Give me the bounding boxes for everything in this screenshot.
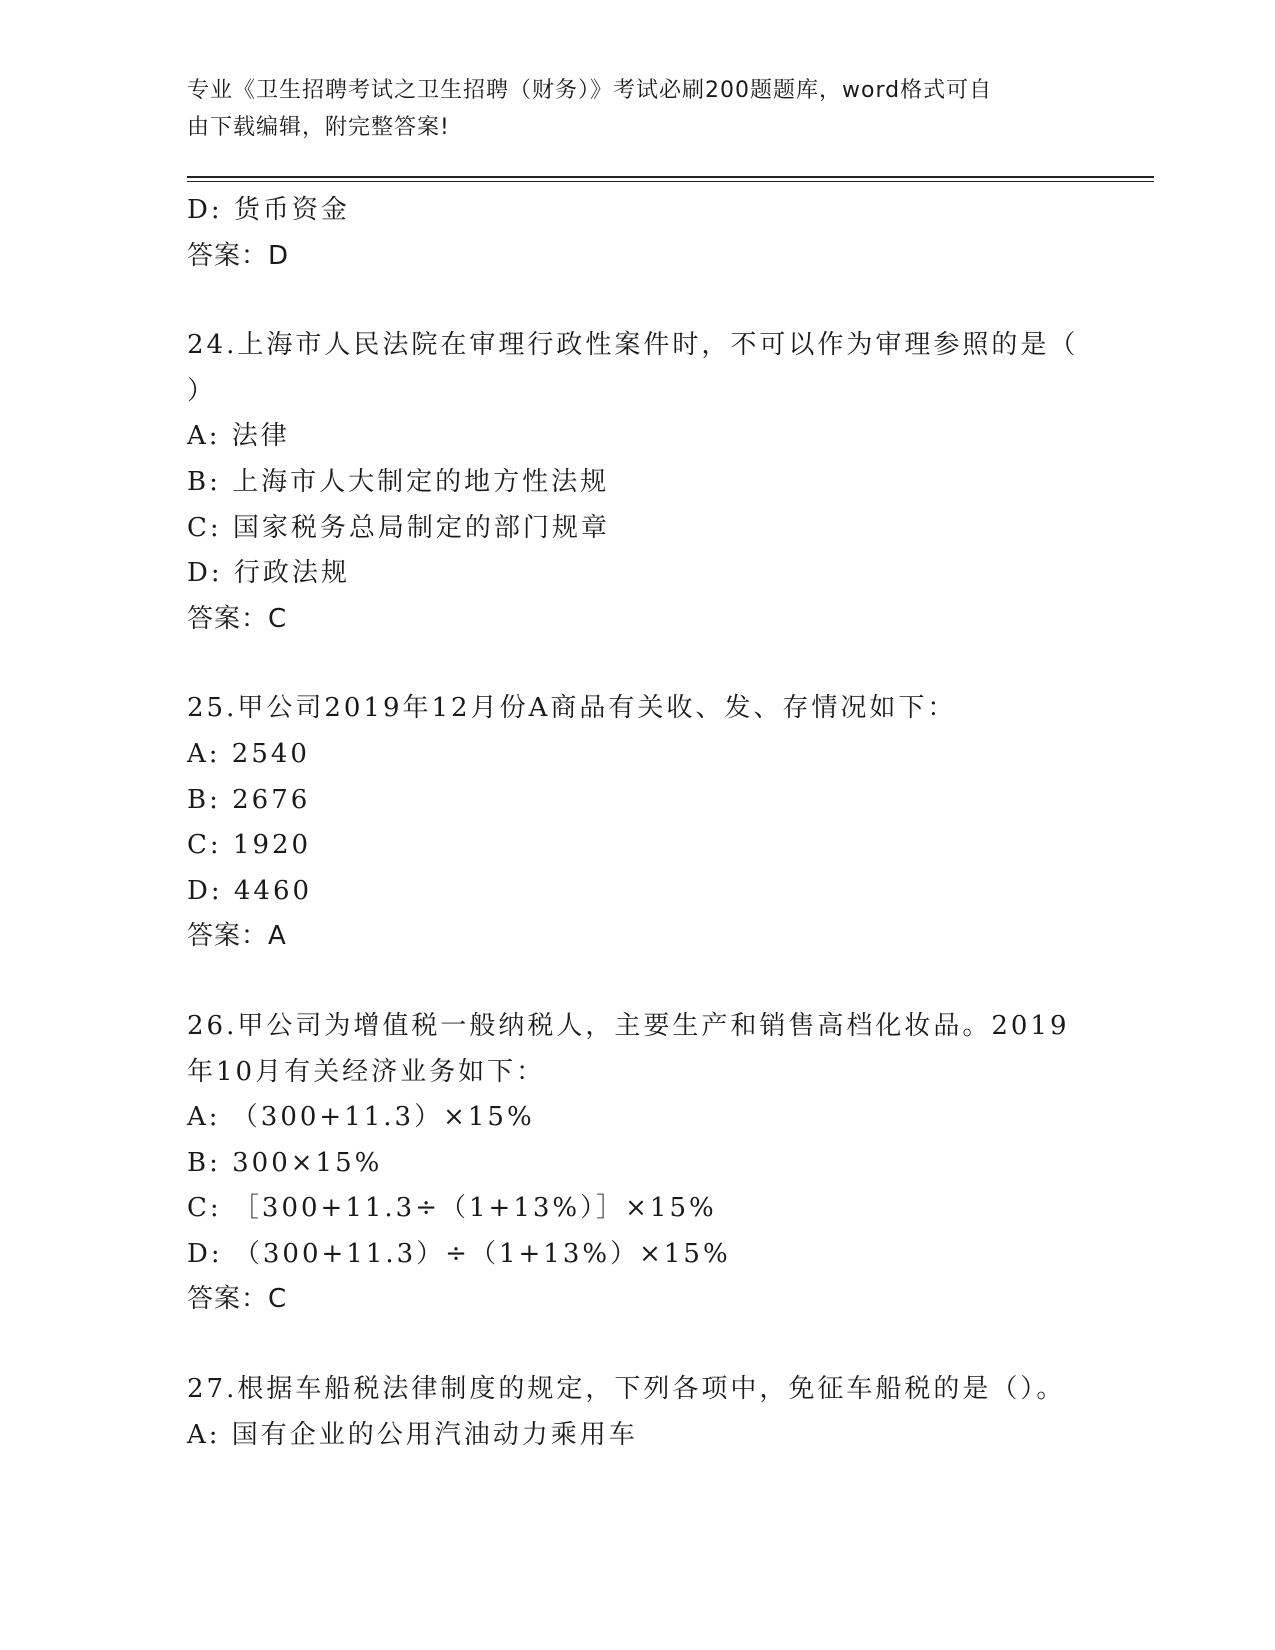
option-b: B: 300×15% <box>187 1147 383 1178</box>
question-gap <box>187 279 1087 323</box>
option-d: D: 行政法规 <box>187 558 350 589</box>
answer-line: 答案：C <box>187 603 288 634</box>
question-27 <box>187 1367 1087 1458</box>
answer-line: 答案：C <box>187 1284 288 1315</box>
option-a: A: （300+11.3）×15% <box>187 1102 535 1133</box>
header-divider-thin <box>187 181 1154 182</box>
question-stem: 27.根据车船税法律制度的规定，下列各项中，免征车船税的是（）。 <box>187 1374 1066 1405</box>
option-a: A: 2540 <box>187 738 310 769</box>
header-line-1: 专业《卫生招聘考试之卫生招聘（财务）》考试必刷200题题库，word格式可自 <box>187 78 993 103</box>
question-stem-continued: ） <box>187 375 217 406</box>
document-header <box>187 72 1067 146</box>
option-b: B: 2676 <box>187 784 311 815</box>
answer-line: 答案：A <box>187 921 287 952</box>
question-gap <box>187 960 1087 1004</box>
question-26 <box>187 1004 1087 1323</box>
question-stem-continued: 年10月有关经济业务如下： <box>187 1056 546 1087</box>
option-d: D: 货币资金 <box>187 195 350 225</box>
option-b: B: 上海市人大制定的地方性法规 <box>187 466 610 497</box>
option-a: A: 国有企业的公用汽油动力乘用车 <box>187 1419 638 1450</box>
question-24 <box>187 323 1087 642</box>
question-gap <box>187 642 1087 686</box>
option-c: C: 1920 <box>187 830 312 861</box>
header-divider-thick <box>187 176 1154 178</box>
header-line-2: 由下载编辑，附完整答案! <box>187 115 450 140</box>
question-content <box>187 188 1087 1458</box>
option-d: D: （300+11.3）÷（1+13%）×15% <box>187 1238 731 1269</box>
answer-line: 答案：D <box>187 240 290 271</box>
question-stem: 24.上海市人民法院在审理行政性案件时，不可以作为审理参照的是（ <box>187 330 1079 361</box>
question-stem: 25.甲公司2019年12月份A商品有关收、发、存情况如下： <box>187 693 957 724</box>
option-a: A: 法律 <box>187 421 290 452</box>
question-25 <box>187 686 1087 960</box>
option-d: D: 4460 <box>187 875 313 906</box>
question-stem: 26.甲公司为增值税一般纳税人，主要生产和销售高档化妆品。2019 <box>187 1010 1070 1041</box>
option-c: C: 国家税务总局制定的部门规章 <box>187 512 610 543</box>
option-c: C: ［300+11.3÷（1+13%）］×15% <box>187 1193 717 1224</box>
question-gap <box>187 1323 1087 1367</box>
